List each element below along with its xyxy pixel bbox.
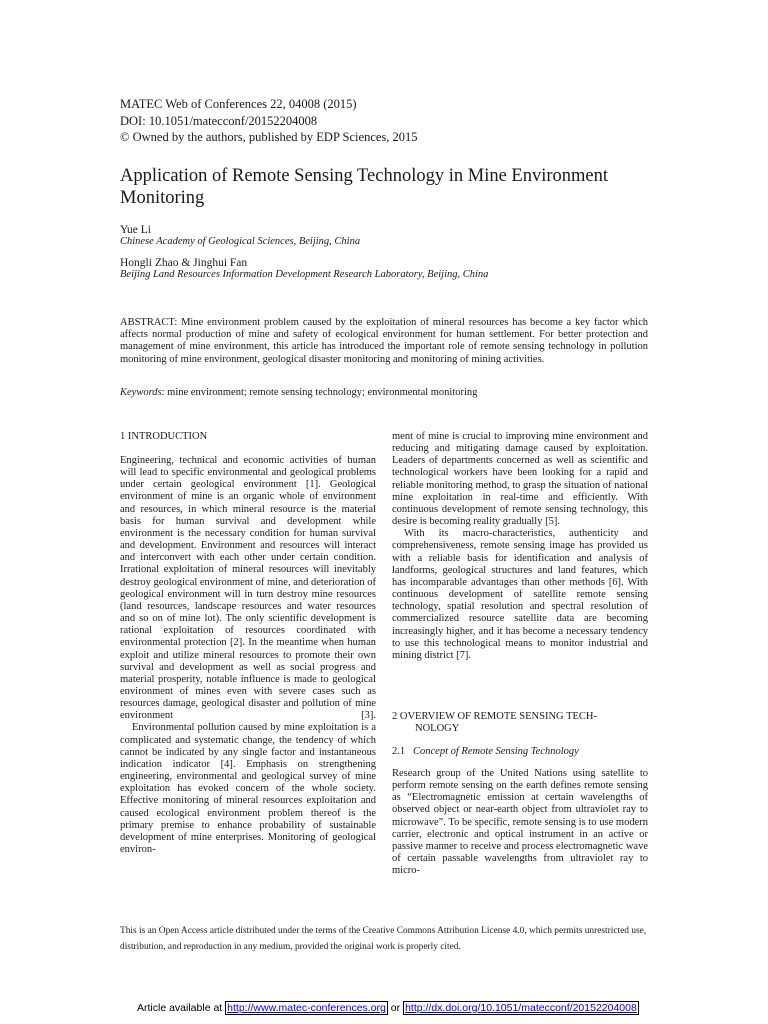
intro-paragraph-1: Engineering, technical and economic activities of human will lead to specific environmental and geological problems under certain geological environment [1]. Geological environment of mine is an organic whole of environment and resources, in which mineral resource is the material basis for human survival and development while environment is the necessary condition for human survival and development. Environment and resources will interact and interconvert with each other under certain condition. Irrational exploitation of mineral resources will inevitably destroy geological environment of mine, and deterioration of geological environment will in turn destroy mine resources (land resources, landscape resources and water resources and so on of mine lot). The only scientific development is rational exploitation of resources coordinated with environmental protection [2]. In the meantime when human exploit and utilize mineral resources to promote their own survival and development as well as social progress and material prosperity, notable influence is made to geological environment of mines even with severe cases such as resources damage, geological disaster and pollution of mine environment [3].: [120, 455, 377, 722]
section-2-heading: [392, 711, 597, 735]
section-2-heading-line-2: NOLOGY: [415, 723, 460, 735]
intro-paragraph-2: Environmental pollution caused by mine exploitation is a complicated and systematic change, the tendency of which cannot be indicated by any single factor and instantaneous indication indicator [4]. Emphasis on strengthening engineering, environmental and geological survey of mine exploitation has evoked concern of the whole society. Effective monitoring of mineral resources exploitation and caused ecological environment problem thereof is the primary premise to enhance probability of sustainable development of mine enterprises. Monitoring of geological environ-: [120, 722, 376, 855]
subsection-number: 2.1: [392, 746, 406, 757]
paper-title: Application of Remote Sensing Technology in Mine Environment Monitoring: [120, 166, 609, 208]
subsection-2-1-heading: [392, 746, 579, 758]
intro-paragraph-3: ment of mine is crucial to improving mine environment and reducing and mitigating damage caused by exploitation. Leaders of departments concerned as well as scientific and technological workers have been looking for a rapid and reliable monitoring method, to grasp the situation of national mine exploitation in real-time and efficiently. With continuous development of remote sensing technology, this desire is becoming reality gradually [5].: [392, 431, 648, 528]
doi-line: DOI: 10.1051/matecconf/20152204008: [120, 113, 318, 128]
article-availability: [137, 1001, 639, 1015]
abstract: ABSTRACT: Mine environment problem caused by the exploitation of mineral resources has become a key factor which affects normal production of mine and safety of ecological environment for human settlement. For better protection and management of mine environment, this article has introduced the important role of remote sensing technology in pollution monitoring of mine environment, geological disaster monitoring and monitoring of mining activities.: [120, 317, 648, 365]
section-2-1-paragraph: Research group of the United Nations using satellite to perform remote sensing on the earth defines remote sensing as “Electromagnetic emission at certain wavelengths of observed object or near-earth object from ultraviolet ray to microwave”. To be specific, remote sensing is to use modern carrier, electronic and optical instrument in an active or passive manner to receive and process electromagnetic wave of certain passable wavelengths from ultraviolet ray to micro-: [392, 768, 648, 877]
author-2-affiliation: Beijing Land Resources Information Development Research Laboratory, Beijing, China: [120, 269, 489, 280]
availability-prefix: Article available at: [137, 1002, 226, 1014]
keywords: [120, 387, 648, 399]
availability-middle: or: [387, 1002, 404, 1014]
section-1-heading: 1 INTRODUCTION: [120, 431, 208, 442]
doi-link[interactable]: http://dx.doi.org/10.1051/matecconf/20152204008: [405, 1002, 637, 1014]
journal-header: [120, 96, 418, 146]
left-column: [120, 455, 376, 856]
keywords-text: : mine environment; remote sensing technology; environmental monitoring: [161, 387, 478, 398]
author-2-name: Hongli Zhao & Jinghui Fan: [120, 257, 248, 269]
journal-citation: MATEC Web of Conferences 22, 04008 (2015): [120, 97, 357, 111]
author-1-affiliation: Chinese Academy of Geological Sciences, Beijing, China: [120, 236, 361, 247]
copyright-line: © Owned by the authors, published by EDP Sciences, 2015: [120, 130, 418, 144]
right-column-bottom: [392, 768, 648, 877]
author-1-name: Yue Li: [120, 224, 151, 236]
subsection-title: Concept of Remote Sensing Technology: [413, 746, 579, 757]
right-column-top: [392, 431, 648, 662]
intro-paragraph-4: With its macro-characteristics, authenticity and comprehensiveness, remote sensing image has provided us with a reliable basis for identification and analysis of landforms, geological structures and land features, which has incomparable advantages than other methods [6]. With continuous development of satellite remote sensing technology, spatial resolution and spectral resolution of commercialized resource satellite data are becoming increasingly higher, and it has become a necessary tendency to use this technological means to monitor industrial and mining district [7].: [392, 528, 648, 661]
section-2-heading-line-1: 2 OVERVIEW OF REMOTE SENSING TECH-: [392, 711, 597, 722]
keywords-label: Keywords: [120, 387, 162, 398]
matec-link[interactable]: http://www.matec-conferences.org: [227, 1002, 386, 1014]
open-access-footnote: This is an Open Access article distributed under the terms of the Creative Commons Attribution License 4.0, which permits unrestricted use, distribution, and reproduction in any medium, provided the original work is properly cited.: [120, 926, 647, 952]
